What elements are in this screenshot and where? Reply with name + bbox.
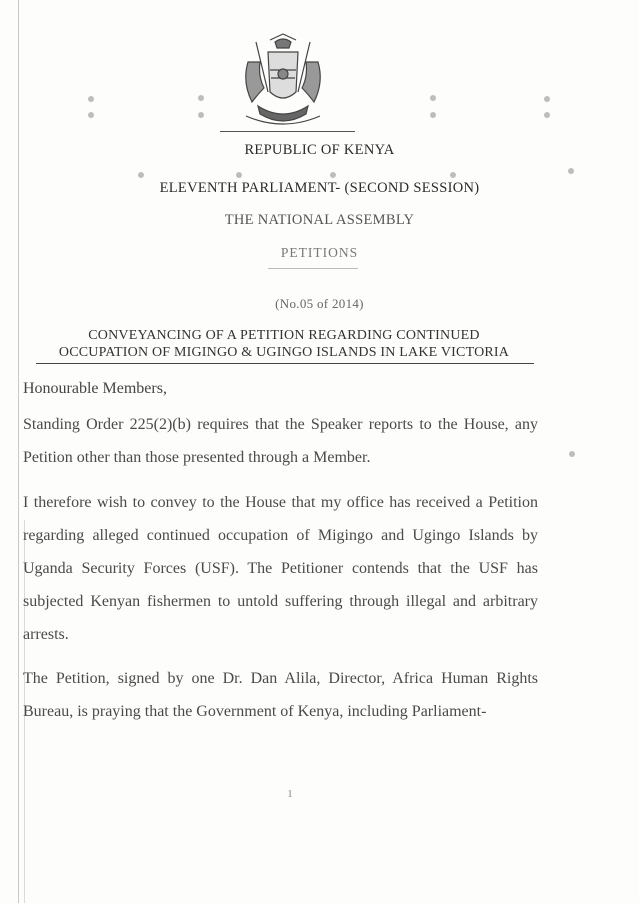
assembly-heading: THE NATIONAL ASSEMBLY [224,212,415,228]
body-paragraph: I therefore wish to convey to the House that my office has received a Petition regarding alleged continued occupation of Migingo and Ugingo Islands by Uganda Security Forces (USF). The Petitioner contends that the USF has subjected Kenyan fishermen to untold suffering through illegal and arbitrary arrests. [23,494,538,643]
scan-speck [330,172,336,178]
body-paragraph: The Petition, signed by one Dr. Dan Alila, Director, Africa Human Rights Bureau, is praying that the Government of Kenya, including Parliament- [23,670,538,720]
scan-speck [569,451,575,457]
scan-edge-line [18,0,19,903]
scan-speck [236,172,242,178]
scan-speck [88,112,94,118]
scan-speck [450,172,456,178]
crest-underline [220,131,355,132]
body-paragraph: Standing Order 225(2)(b) requires that the Speaker reports to the House, any Petition other than those presented through a Member. [23,416,538,466]
salutation: Honourable Members, [23,380,167,397]
scan-speck [138,172,144,178]
kenya-coat-of-arms-icon [228,32,338,132]
scan-speck [430,95,436,101]
petition-reference: (No.05 of 2014) [275,296,364,311]
scan-speck [544,112,550,118]
parliament-heading: ELEVENTH PARLIAMENT- (SECOND SESSION) [159,180,480,196]
page-number: 1 [287,788,293,800]
section-heading: PETITIONS [280,245,359,260]
scan-speck [198,95,204,101]
scan-speck [430,112,436,118]
petition-title-line2: OCCUPATION OF MIGINGO & UGINGO ISLANDS IN LAKE VICTORIA [58,345,510,360]
scan-speck [198,112,204,118]
title-underline [36,363,534,364]
section-separator [268,268,358,269]
scan-speck [544,96,550,102]
scan-speck [88,96,94,102]
petition-title-line1: CONVEYANCING OF A PETITION REGARDING CONTINUED [88,328,480,343]
country-heading: REPUBLIC OF KENYA [244,142,395,158]
scan-speck [568,168,574,174]
